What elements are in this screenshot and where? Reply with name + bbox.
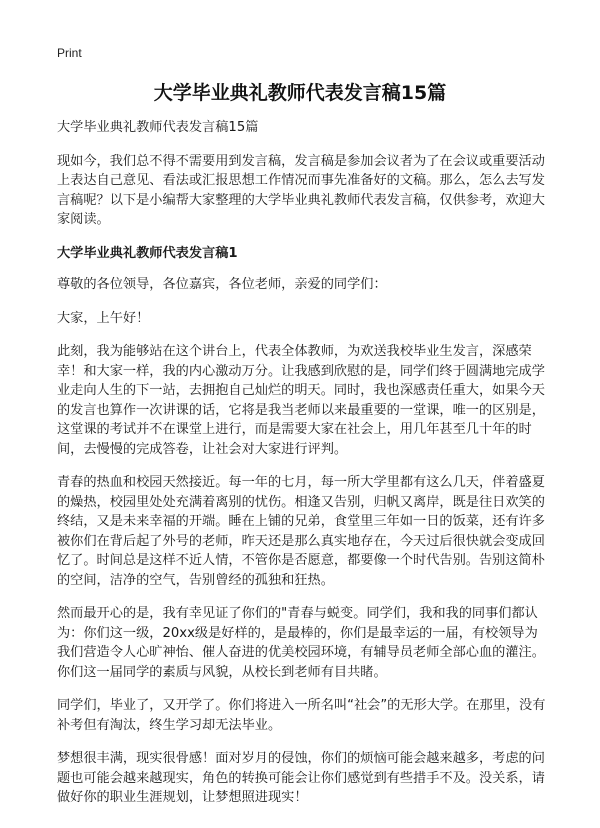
- paragraph: 梦想很丰满，现实很骨感！面对岁月的侵蚀，你们的烦恼可能会越来越多，考虑的问题也可能会越来越现实，角色的转换可能会让你们感觉到有些措手不及。没关系，请做好你的职业生涯规划，让梦想照进现实！: [57, 751, 545, 805]
- paragraph: 尊敬的各位领导，各位嘉宾，各位老师，亲爱的同学们：: [57, 277, 387, 292]
- article-body: [57, 118, 547, 822]
- paragraph: 同学们，毕业了，又开学了。你们将进入一所名叫“社会”的无形大学。在那里，没有补考但有淘汰，终生学习却无法毕业。: [57, 698, 546, 733]
- section-heading: 大学毕业典礼教师代表发言稿1: [57, 245, 238, 261]
- paragraph: 大家，上午好！: [57, 310, 150, 326]
- print-link[interactable]: Print: [57, 46, 82, 60]
- article-subtitle: 大学毕业典礼教师代表发言稿15篇: [57, 120, 259, 135]
- paragraph: 青春的热血和校园天然接近。每一年的七月，每一所大学里都有这么几天，伴着盛夏的燥热，校园里处处充满着离别的忧伤。相逢又告别，归帆又离岸，既是往日欢笑的终结，又是未来幸福的开端。睡在上铺的兄弟，食堂里三年如一日的饭菜，还有许多被你们在背后起了外号的老师，昨天还是那么真实地存在，今天过后很快就会变成回忆了。时间总是这样不近人情，不管你是否愿意，都要像一个时代告别。告别这简朴的空间，洁净的空气，告别曾经的孤独和狂热。: [57, 475, 545, 588]
- paragraph: 然而最开心的是，我有幸见证了你们的"青春与蜕变。同学们，我和我的同事们都认为：你们这一级，20xx级是好样的，是最棒的，你们是最幸运的一届，有校领导为我们营造令人心旷神怡、催人奋进的优美校园环境，有辅导员老师全部心血的灌注。你们这一届同学的素质与风貌，从校长到老师有目共睹。: [57, 606, 545, 680]
- paragraph: 此刻，我为能够站在这个讲台上，代表全体教师，为欢送我校毕业生发言，深感荣幸！和大家一样，我的内心激动万分。让我感到欣慰的是，同学们终于圆满地完成学业走向人生的下一站，去拥抱自己灿烂的明天。同时，我也深感责任重大，如果今天的发言也算作一次讲课的话，它将是我当老师以来最重要的一堂课，唯一的区别是，这堂课的考试并不在课堂上进行，而是需要大家在社会上，用几年甚至几十年的时间，去慢慢的完成答卷，让社会对大家进行评判。: [57, 344, 545, 457]
- page-title: 大学毕业典礼教师代表发言稿15篇: [153, 82, 447, 104]
- intro-paragraph: 现如今，我们总不得不需要用到发言稿，发言稿是参加会议者为了在会议或重要活动上表达自己意见、看法或汇报思想工作情况而事先准备好的文稿。那么，怎么去写发言稿呢？以下是小编帮大家整理的大学毕业典礼教师代表发言稿，仅供参考，欢迎大家阅读。: [57, 153, 545, 227]
